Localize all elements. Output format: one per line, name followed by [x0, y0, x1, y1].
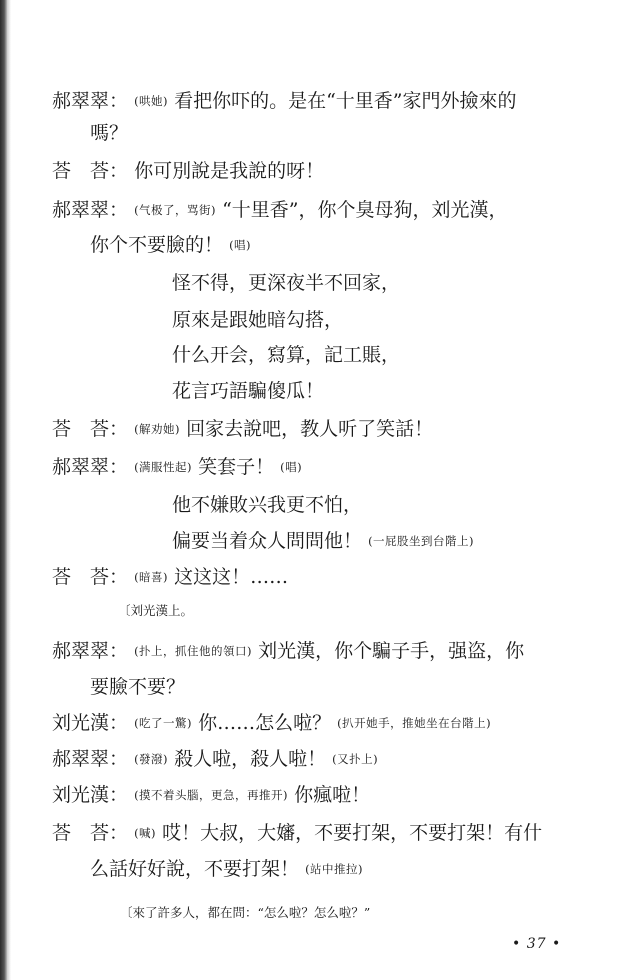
speaker-name: 郝翠翠： — [52, 199, 129, 221]
dialogue-text: 嗎？ — [90, 122, 129, 144]
dialogue-line — [52, 416, 433, 442]
speaker-name: 荅 荅： — [52, 566, 129, 588]
stage-direction: (扑上，抓住他的領口) — [134, 644, 253, 658]
verse-text: 什么开会，寫算，記工賬， — [172, 344, 401, 366]
dialogue-line — [52, 782, 370, 808]
stage-direction: (發潑) — [134, 752, 169, 766]
dialogue-text: 你个不要臉的！ — [90, 234, 224, 256]
dialogue-line — [52, 638, 524, 664]
dialogue-line — [52, 454, 302, 480]
dialogue-text: 么話好好說，不要打架！ — [90, 858, 300, 880]
dialogue-text: 殺人啦，殺人啦！ — [174, 748, 327, 770]
dialogue-line — [90, 120, 128, 146]
stage-direction: (唱) — [280, 460, 303, 474]
stage-note — [120, 900, 370, 926]
dialogue-line — [90, 674, 185, 700]
verse-text: 原來是跟她暗勾搭， — [172, 309, 344, 331]
stage-direction: (哄她) — [134, 94, 169, 108]
stage-direction: (唱) — [229, 238, 252, 252]
verse-text: 偏要当着众人問問他！ — [172, 530, 363, 552]
stage-note-text: 〔來了許多人，都在問：“怎么啦？怎么啦？” — [120, 905, 371, 920]
stage-note — [118, 598, 193, 624]
dialogue-text: 刘光漢，你个騙子手，强盗，你 — [258, 640, 525, 662]
verse-line — [172, 307, 343, 333]
speaker-name: 郝翠翠： — [52, 640, 129, 662]
stage-direction: (气极了，骂街) — [134, 203, 217, 217]
stage-direction: (又扑上) — [332, 752, 379, 766]
stage-direction: (喊) — [134, 826, 157, 840]
verse-line — [172, 492, 362, 518]
dialogue-text: “十里香”，你个臭母狗，刘光漢， — [222, 199, 508, 221]
dialogue-line — [52, 88, 517, 114]
dialogue-line — [90, 232, 251, 258]
dialogue-text: 你瘋啦！ — [294, 784, 371, 806]
dialogue-text: 这这这！…… — [174, 566, 289, 588]
stage-direction: (摸不着头腦，更急，再推开) — [134, 788, 289, 802]
verse-line — [172, 528, 474, 554]
dialogue-text: 看把你吓的。是在“十里香”家門外撿來的 — [174, 90, 517, 112]
verse-text: 怪不得，更深夜半不回家， — [172, 272, 401, 294]
verse-line — [172, 378, 324, 404]
stage-direction: (吃了一驚) — [134, 716, 193, 730]
dialogue-line — [52, 746, 378, 772]
page-binding-shadow — [7, 0, 11, 980]
stage-direction: (扒开她手，推她坐在台階上) — [337, 716, 492, 730]
dialogue-text: 要臉不要？ — [90, 676, 186, 698]
dialogue-text: 笑套子！ — [198, 456, 275, 478]
verse-line — [172, 270, 400, 296]
dialogue-text: 回家去說吧，教人听了笑話！ — [186, 418, 434, 440]
dialogue-line — [52, 158, 324, 184]
speaker-name: 荅 荅： — [52, 418, 129, 440]
stage-direction: (一屁股坐到台階上) — [368, 534, 475, 548]
dialogue-line — [52, 197, 508, 223]
dialogue-line — [52, 820, 542, 846]
speaker-name: 荅 荅： — [52, 822, 129, 844]
speaker-name: 郝翠翠： — [52, 456, 129, 478]
dialogue-line — [52, 710, 491, 736]
verse-text: 他不嫌敗兴我更不怕， — [172, 494, 363, 516]
dialogue-text: 你……怎么啦？ — [198, 712, 332, 734]
stage-direction: (暗喜) — [134, 570, 169, 584]
dialogue-text: 你可別說是我說的呀！ — [134, 160, 325, 182]
speaker-name: 荅 荅： — [52, 160, 129, 182]
stage-direction: (解劝她) — [134, 422, 181, 436]
speaker-name: 刘光漢： — [52, 784, 129, 806]
verse-line — [172, 342, 400, 368]
page-number: • 37 • — [512, 936, 562, 952]
dialogue-line — [90, 856, 363, 882]
page-binding-edge — [0, 0, 7, 980]
dialogue-text: 哎！大叔，大嬸，不要打架，不要打架！有什 — [162, 822, 543, 844]
speaker-name: 郝翠翠： — [52, 90, 129, 112]
speaker-name: 郝翠翠： — [52, 748, 129, 770]
speaker-name: 刘光漢： — [52, 712, 129, 734]
stage-note-text: 〔刘光漢上。 — [118, 603, 194, 618]
stage-direction: (站中推拉) — [305, 862, 364, 876]
stage-direction: (满服性起) — [134, 460, 193, 474]
verse-text: 花言巧語騙傻瓜！ — [172, 380, 325, 402]
dialogue-line — [52, 564, 288, 590]
